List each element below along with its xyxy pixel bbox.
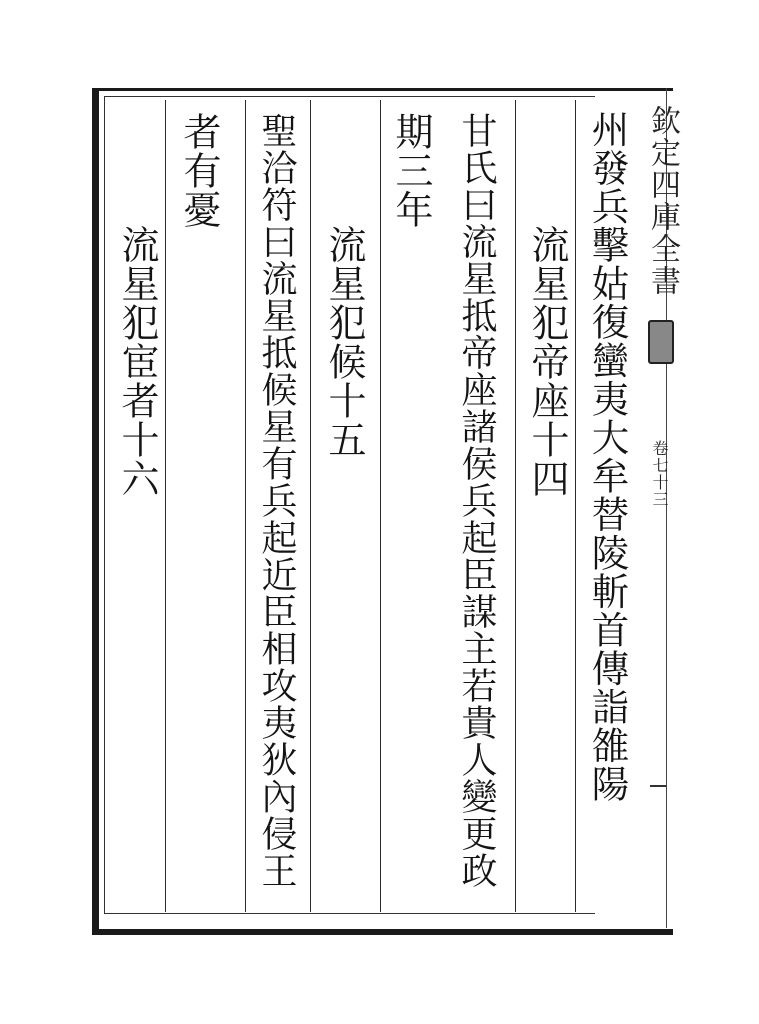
text-column-1: 州發兵擊姑復蠻夷大牟替陵斬首傳詣雒陽 bbox=[585, 110, 630, 803]
text-column-4: 期三年 bbox=[389, 112, 433, 229]
margin-tick-mark bbox=[650, 785, 666, 787]
text-column-2: 流星犯帝座十四 bbox=[525, 225, 569, 498]
text-column-7: 者有憂 bbox=[177, 112, 221, 229]
text-column-6: 聖洽符曰流星抵候星有兵起近臣相攻夷狄內侵王 bbox=[256, 112, 297, 889]
column-rule bbox=[245, 100, 246, 912]
margin-volume-number: 卷七十三 bbox=[650, 440, 669, 508]
column-rule bbox=[575, 100, 576, 912]
text-column-8: 流星犯宦者十六 bbox=[115, 225, 159, 498]
margin-book-title: 欽定四庫全書 bbox=[645, 105, 680, 297]
text-column-5: 流星犯候十五 bbox=[322, 225, 366, 459]
column-rule bbox=[515, 100, 516, 912]
fish-tail-mark bbox=[648, 320, 674, 364]
text-column-3: 甘氏曰流星抵帝座諸侯兵起臣謀主若貴人變更政 bbox=[456, 112, 497, 889]
column-rule bbox=[165, 100, 166, 912]
column-rule bbox=[380, 100, 381, 912]
column-rule bbox=[310, 100, 311, 912]
